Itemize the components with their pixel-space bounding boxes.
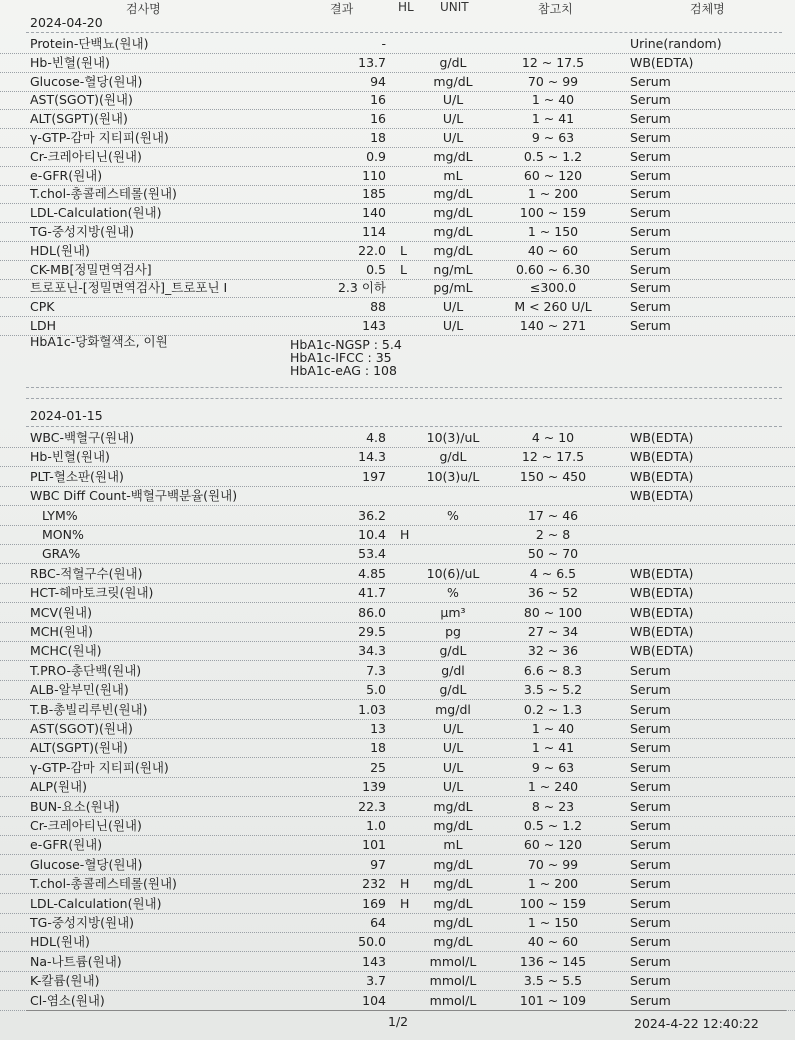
test-name: CPK [30, 299, 55, 315]
test-unit: μm³ [440, 604, 466, 620]
test-name: ALP(원내) [30, 779, 87, 795]
table-row [0, 758, 795, 778]
table-row [0, 166, 795, 186]
reference-range: 70 ~ 99 [527, 856, 579, 872]
test-unit: % [447, 585, 459, 601]
reference-range: 1 ~ 41 [531, 111, 575, 127]
test-unit: mmol/L [429, 973, 477, 989]
table-row [0, 991, 795, 1011]
reference-range: 2 ~ 8 [535, 527, 571, 542]
test-name: Protein-단백뇨(원내) [30, 36, 149, 51]
specimen-type: WB(EDTA) [630, 604, 694, 620]
hba1c-name: HbA1c-당화혈색소, 이원 [30, 334, 168, 349]
table-row [0, 147, 795, 167]
test-unit: mL [443, 837, 463, 853]
table-row [0, 583, 795, 603]
table-row [0, 525, 795, 545]
test-name: T.chol-총콜레스테롤(원내) [30, 876, 177, 892]
table-row [0, 564, 795, 584]
test-unit: mmol/L [429, 953, 477, 969]
test-result: 1.0 [366, 818, 386, 833]
table-row [0, 222, 795, 242]
reference-range: 17 ~ 46 [527, 507, 579, 523]
reference-range: 40 ~ 60 [527, 934, 579, 950]
specimen-type: Serum [630, 740, 671, 756]
test-name: WBC Diff Count-백혈구백분율(원내) [30, 488, 238, 504]
test-result: 29.5 [358, 624, 386, 639]
test-result: 0.5 [366, 261, 386, 277]
table-row [0, 34, 795, 54]
specimen-type: Serum [630, 92, 671, 108]
test-name: TG-중성지방(원내) [30, 224, 135, 239]
divider [26, 32, 782, 33]
test-unit: mL [443, 167, 463, 183]
test-name: ALB-알부민(원내) [30, 682, 129, 698]
test-result: 10.4 [358, 527, 386, 542]
table-row [0, 241, 795, 261]
test-result: 3.7 [366, 973, 386, 989]
reference-range: 1 ~ 200 [527, 186, 579, 202]
reference-range: 100 ~ 159 [519, 205, 587, 221]
test-unit: U/L [442, 130, 464, 145]
test-unit: mg/dL [433, 856, 473, 872]
table-row [0, 874, 795, 894]
test-result: 101 [362, 837, 386, 853]
test-result: 2.3 이하 [337, 280, 386, 296]
reference-range: 6.6 ~ 8.3 [523, 662, 583, 678]
specimen-type: Serum [630, 721, 671, 736]
reference-range: M < 260 U/L [514, 299, 592, 315]
test-result: 41.7 [358, 585, 386, 601]
test-result: 22.0 [358, 242, 386, 258]
test-unit: pg [445, 624, 461, 639]
reference-range: 60 ~ 120 [523, 837, 583, 853]
test-name: 트로포닌-[정밀면역검사]_트로포닌 I [30, 280, 228, 296]
table-row [0, 53, 795, 73]
test-unit: U/L [442, 111, 464, 127]
hl-flag: H [400, 876, 410, 892]
specimen-type: Serum [630, 934, 671, 950]
hba1c-values [290, 338, 402, 377]
specimen-type: Serum [630, 73, 671, 89]
table-row [0, 260, 795, 280]
table-row [0, 297, 795, 317]
reference-range: 0.5 ~ 1.2 [523, 148, 583, 164]
test-result: 139 [362, 779, 386, 795]
reference-range: 60 ~ 120 [523, 167, 583, 183]
specimen-type: Serum [630, 280, 671, 296]
table-row [0, 719, 795, 739]
test-unit: U/L [442, 299, 464, 315]
specimen-type: WB(EDTA) [630, 449, 694, 465]
test-unit: mmol/L [429, 992, 477, 1008]
test-unit: % [447, 507, 459, 523]
test-result: 88 [370, 299, 386, 315]
test-name: Glucose-혈당(원내) [30, 856, 143, 872]
test-result: 169 [362, 895, 386, 911]
test-unit: g/dL [439, 643, 467, 659]
test-unit: mg/dL [433, 224, 473, 239]
table-row [0, 835, 795, 855]
table-row [0, 447, 795, 467]
test-unit: g/dL [439, 449, 467, 465]
test-result: 197 [362, 468, 386, 484]
test-name: Hb-빈혈(원내) [30, 54, 110, 70]
hl-flag: H [400, 895, 410, 911]
test-unit: mg/dL [433, 818, 473, 833]
test-result: 18 [370, 130, 386, 145]
test-unit: mg/dL [433, 915, 473, 930]
specimen-type: Serum [630, 953, 671, 969]
test-unit: U/L [442, 740, 464, 756]
reference-range: 12 ~ 17.5 [521, 54, 585, 70]
reference-range: 140 ~ 271 [519, 318, 587, 333]
hba1c-eag: HbA1c-eAG : 108 [290, 363, 397, 378]
test-name: LDL-Calculation(원내) [30, 205, 162, 221]
table-row [0, 278, 795, 298]
test-unit: 10(3)u/L [426, 468, 480, 484]
test-name: γ-GTP-감마 지티피(원내) [30, 759, 169, 775]
specimen-type: Serum [630, 299, 671, 315]
test-name: Cl-염소(원내) [30, 992, 105, 1008]
table-row [0, 913, 795, 933]
header-specimen: 검체명 [690, 2, 725, 16]
header-ref: 참고치 [538, 2, 573, 16]
reference-range: 1 ~ 200 [527, 876, 579, 892]
specimen-type: WB(EDTA) [630, 488, 694, 504]
specimen-type: WB(EDTA) [630, 54, 694, 70]
test-name: HDL(원내) [30, 242, 90, 258]
test-name: T.chol-총콜레스테롤(원내) [30, 186, 177, 202]
test-result: 64 [370, 915, 386, 930]
test-name: GRA% [42, 546, 81, 562]
test-result: 104 [362, 992, 386, 1008]
test-result: 13.7 [358, 54, 386, 70]
table-row [0, 952, 795, 972]
reference-range: 1 ~ 41 [531, 740, 575, 756]
test-result: - [381, 36, 386, 51]
test-result: 110 [362, 167, 386, 183]
specimen-type: Serum [630, 701, 671, 717]
print-timestamp: 2024-4-22 12:40:22 [634, 1016, 759, 1031]
section2-date: 2024-01-15 [30, 408, 103, 423]
test-result: 94 [370, 73, 386, 89]
reference-range: 1 ~ 150 [527, 915, 579, 930]
test-name: MCH(원내) [30, 624, 93, 639]
specimen-type: Serum [630, 798, 671, 814]
test-result: 232 [362, 876, 386, 892]
test-unit: 10(6)/uL [426, 565, 480, 581]
test-name: AST(SGOT)(원내) [30, 92, 133, 108]
reference-range: 3.5 ~ 5.5 [523, 973, 583, 989]
specimen-type: Serum [630, 224, 671, 239]
test-unit: g/dL [439, 54, 467, 70]
table-row [0, 622, 795, 642]
section1-date: 2024-04-20 [30, 15, 103, 30]
table-row [0, 971, 795, 991]
test-result: 18 [370, 740, 386, 756]
table-row [0, 641, 795, 661]
specimen-type: Serum [630, 818, 671, 833]
table-row [0, 428, 795, 448]
table-row [0, 90, 795, 110]
test-name: Cr-크레아티닌(원내) [30, 148, 142, 164]
test-result: 25 [370, 759, 386, 775]
test-name: LDH [30, 318, 56, 333]
specimen-type: WB(EDTA) [630, 430, 694, 445]
test-result: 14.3 [358, 449, 386, 465]
reference-range: 100 ~ 159 [519, 895, 587, 911]
specimen-type: Serum [630, 186, 671, 202]
test-result: 53.4 [358, 546, 386, 562]
test-name: WBC-백혈구(원내) [30, 430, 135, 445]
specimen-type: Serum [630, 856, 671, 872]
table-row [0, 603, 795, 623]
specimen-type: Serum [630, 895, 671, 911]
specimen-type: WB(EDTA) [630, 565, 694, 581]
test-result: 36.2 [358, 507, 386, 523]
reference-range: 27 ~ 34 [527, 624, 579, 639]
table-row [0, 894, 795, 914]
reference-range: 8 ~ 23 [531, 798, 575, 814]
reference-range: 12 ~ 17.5 [521, 449, 585, 465]
table-row [0, 184, 795, 204]
test-result: 4.85 [358, 565, 386, 581]
table-row [0, 738, 795, 758]
table-row [0, 109, 795, 129]
specimen-type: Serum [630, 318, 671, 333]
test-name: T.B-총빌리루빈(원내) [30, 701, 148, 717]
test-name: e-GFR(원내) [30, 837, 103, 853]
test-result: 114 [362, 224, 386, 239]
table-row [0, 506, 795, 526]
reference-range: 1 ~ 40 [531, 721, 575, 736]
reference-range: 9 ~ 63 [531, 130, 575, 145]
test-name: LYM% [42, 507, 78, 523]
test-name: TG-중성지방(원내) [30, 915, 135, 930]
test-unit: mg/dL [433, 798, 473, 814]
specimen-type: Serum [630, 759, 671, 775]
table-row [0, 72, 795, 92]
test-name: AST(SGOT)(원내) [30, 721, 133, 736]
table-row [0, 486, 795, 506]
test-name: CK-MB[정밀면역검사] [30, 261, 152, 277]
test-result: 34.3 [358, 643, 386, 659]
divider [26, 426, 782, 427]
test-unit: U/L [442, 721, 464, 736]
test-unit: mg/dL [433, 148, 473, 164]
hl-flag: L [400, 261, 407, 277]
table-row [0, 855, 795, 875]
test-unit: mg/dl [435, 701, 471, 717]
test-name: Cr-크레아티닌(원내) [30, 818, 142, 833]
specimen-type: Urine(random) [630, 36, 722, 51]
hba1c-ifcc: HbA1c-IFCC : 35 [290, 350, 392, 365]
test-name: PLT-혈소판(원내) [30, 468, 124, 484]
test-name: e-GFR(원내) [30, 167, 103, 183]
test-unit: mg/dL [433, 876, 473, 892]
reference-range: 1 ~ 240 [527, 779, 579, 795]
test-name: MCV(원내) [30, 604, 92, 620]
reference-range: 50 ~ 70 [527, 546, 579, 562]
specimen-type: Serum [630, 130, 671, 145]
specimen-type: Serum [630, 973, 671, 989]
test-result: 86.0 [358, 604, 386, 620]
test-name: MCHC(원내) [30, 643, 102, 659]
table-row [0, 700, 795, 720]
reference-range: 1 ~ 150 [527, 224, 579, 239]
test-name: RBC-적혈구수(원내) [30, 565, 143, 581]
test-name: HCT-헤마토크릿(원내) [30, 585, 154, 601]
table-row [0, 797, 795, 817]
reference-range: 1 ~ 40 [531, 92, 575, 108]
test-unit: mg/dL [433, 934, 473, 950]
reference-range: 9 ~ 63 [531, 759, 575, 775]
divider [26, 398, 782, 399]
reference-range: 40 ~ 60 [527, 242, 579, 258]
hl-flag: H [400, 527, 410, 542]
reference-range: 101 ~ 109 [519, 992, 587, 1008]
test-result: 16 [370, 111, 386, 127]
table-row [0, 661, 795, 681]
table-row [0, 680, 795, 700]
test-name: MON% [42, 527, 84, 542]
test-name: ALT(SGPT)(원내) [30, 740, 128, 756]
test-name: T.PRO-총단백(원내) [30, 662, 142, 678]
header-hl: HL [398, 0, 414, 14]
specimen-type: WB(EDTA) [630, 643, 694, 659]
test-result: 5.0 [366, 682, 386, 698]
test-result: 13 [370, 721, 386, 736]
test-result: 1.03 [358, 701, 386, 717]
specimen-type: Serum [630, 837, 671, 853]
test-unit: U/L [442, 92, 464, 108]
test-name: HDL(원내) [30, 934, 90, 950]
test-result: 50.0 [358, 934, 386, 950]
test-result: 140 [362, 205, 386, 221]
test-unit: mg/dL [433, 895, 473, 911]
test-result: 0.9 [366, 148, 386, 164]
specimen-type: Serum [630, 242, 671, 258]
specimen-type: WB(EDTA) [630, 624, 694, 639]
header-result: 결과 [330, 2, 354, 16]
reference-range: 0.2 ~ 1.3 [523, 701, 583, 717]
test-unit: U/L [442, 318, 464, 333]
hl-flag: L [400, 242, 407, 258]
page-number: 1/2 [388, 1014, 409, 1029]
specimen-type: WB(EDTA) [630, 468, 694, 484]
specimen-type: Serum [630, 111, 671, 127]
table-row [0, 544, 795, 564]
test-name: Glucose-혈당(원내) [30, 73, 143, 89]
test-result: 185 [362, 186, 386, 202]
test-unit: ng/mL [433, 261, 473, 277]
specimen-type: Serum [630, 915, 671, 930]
table-row [0, 128, 795, 148]
test-result: 97 [370, 856, 386, 872]
specimen-type: Serum [630, 205, 671, 221]
test-unit: mg/dL [433, 242, 473, 258]
test-unit: 10(3)/uL [426, 430, 480, 445]
reference-range: 150 ~ 450 [519, 468, 587, 484]
specimen-type: Serum [630, 876, 671, 892]
reference-range: 80 ~ 100 [523, 604, 583, 620]
table-row [0, 932, 795, 952]
reference-range: 36 ~ 52 [527, 585, 579, 601]
bottom-rule [26, 1010, 786, 1011]
reference-range: 0.60 ~ 6.30 [515, 261, 591, 277]
reference-range: 4 ~ 10 [531, 430, 575, 445]
header-name: 검사명 [126, 2, 161, 16]
test-unit: mg/dL [433, 205, 473, 221]
header-unit: UNIT [440, 0, 469, 14]
reference-range: 70 ~ 99 [527, 73, 579, 89]
reference-range: 0.5 ~ 1.2 [523, 818, 583, 833]
specimen-type: Serum [630, 682, 671, 698]
test-result: 143 [362, 318, 386, 333]
table-row [0, 816, 795, 836]
test-unit: mg/dL [433, 186, 473, 202]
table-row [0, 467, 795, 487]
table-row [0, 203, 795, 223]
reference-range: 4 ~ 6.5 [529, 565, 577, 581]
hba1c-ngsp: HbA1c-NGSP : 5.4 [290, 337, 402, 352]
test-name: BUN-요소(원내) [30, 798, 120, 814]
test-name: Na-나트륨(원내) [30, 953, 122, 969]
specimen-type: Serum [630, 992, 671, 1008]
table-row [0, 777, 795, 797]
test-unit: g/dL [439, 682, 467, 698]
test-name: K-칼륨(원내) [30, 973, 100, 989]
test-unit: U/L [442, 779, 464, 795]
test-result: 7.3 [366, 662, 386, 678]
specimen-type: Serum [630, 261, 671, 277]
test-name: γ-GTP-감마 지티피(원내) [30, 130, 169, 145]
specimen-type: Serum [630, 779, 671, 795]
test-unit: pg/mL [433, 280, 473, 296]
test-result: 22.3 [358, 798, 386, 814]
test-name: LDL-Calculation(원내) [30, 895, 162, 911]
test-result: 16 [370, 92, 386, 108]
test-name: ALT(SGPT)(원내) [30, 111, 128, 127]
test-result: 143 [362, 953, 386, 969]
reference-range: 136 ~ 145 [519, 953, 587, 969]
specimen-type: Serum [630, 167, 671, 183]
specimen-type: Serum [630, 148, 671, 164]
divider [26, 387, 782, 388]
test-unit: U/L [442, 759, 464, 775]
reference-range: 3.5 ~ 5.2 [523, 682, 583, 698]
test-result: 4.8 [366, 430, 386, 445]
test-unit: g/dl [441, 662, 465, 678]
specimen-type: WB(EDTA) [630, 585, 694, 601]
test-name: Hb-빈혈(원내) [30, 449, 110, 465]
reference-range: 32 ~ 36 [527, 643, 579, 659]
test-unit: mg/dL [433, 73, 473, 89]
reference-range: ≤300.0 [529, 280, 577, 296]
specimen-type: Serum [630, 662, 671, 678]
table-header [0, 0, 795, 14]
